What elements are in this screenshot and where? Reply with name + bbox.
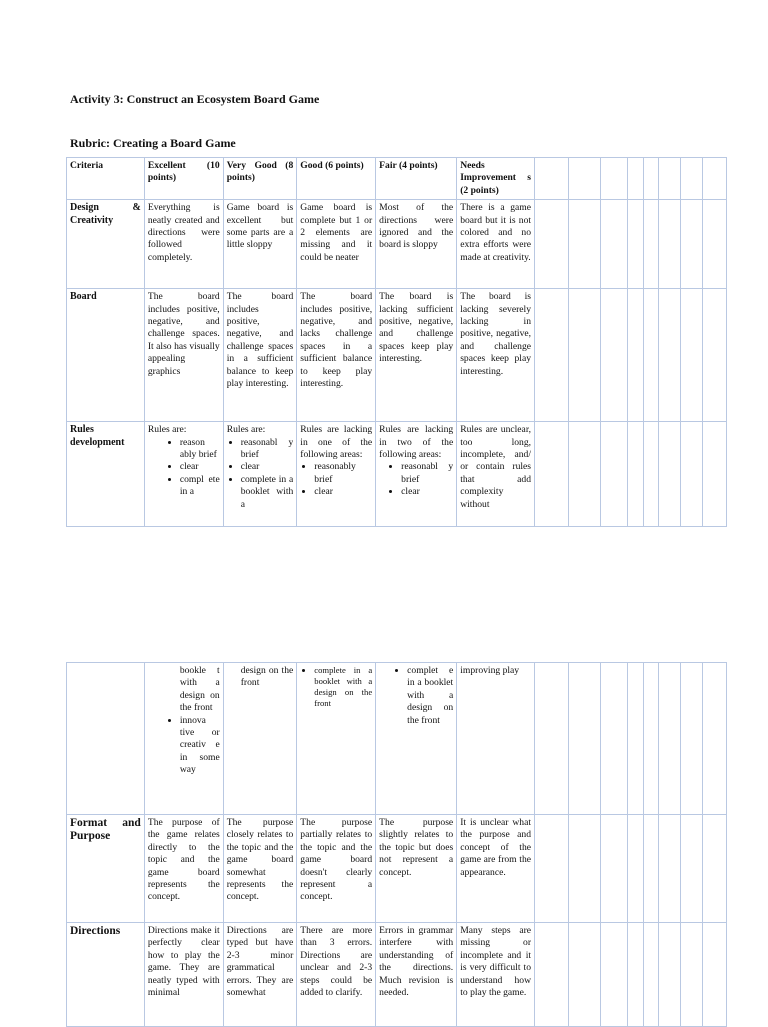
blank-cell (681, 923, 703, 1027)
rules-cont-excellent-lead: bookle t with a design on the front (179, 665, 220, 714)
rules-cont-fair-list (379, 665, 453, 727)
blank-cell (658, 663, 680, 815)
blank-cell (535, 663, 569, 815)
blank-cell (703, 158, 727, 200)
design-needs-text: There is a game board but it is not colored and no extra efforts were made at creativity. (460, 202, 532, 263)
blank-cell (643, 815, 658, 923)
rules-very-good-list (227, 437, 294, 511)
rules-very-good-intro: Rules are: (226, 424, 266, 436)
list-item: • compl ete in a (180, 474, 220, 499)
blank-cell (535, 923, 569, 1027)
board-excellent: The board includes positive, negative, and challenge spaces. It also has visually appealing graphics (144, 289, 223, 422)
board-good-text: The board includes positive, negative, and lacks challenge spaces in a sufficient balance to keep play interesting. (300, 291, 373, 390)
blank-cell (601, 815, 628, 923)
blank-cell (601, 923, 628, 1027)
blank-cell (703, 815, 727, 923)
design-needs (457, 200, 535, 289)
blank-cell (643, 289, 658, 422)
list-item: • innova tive or creativ e in some way (180, 715, 220, 777)
criteria-design-creativity: Design & Creativity (67, 200, 145, 289)
directions-fair: Errors in grammar interfere with understanding of the directions. Much revision is needed. (376, 923, 457, 1027)
blank-cell (658, 158, 680, 200)
activity-title: Activity 3: Construct an Ecosystem Board Game (70, 92, 320, 106)
board-good (297, 289, 376, 422)
criteria-blank (67, 663, 145, 815)
blank-cell (703, 663, 727, 815)
board-fair: The board is lacking sufficient positive, negative, and challenge spaces keep play interesting. (376, 289, 457, 422)
rules-good (297, 422, 376, 527)
criteria-board: Board (67, 289, 145, 422)
directions-needs: Many steps are missing or incomplete and it is very difficult to understand how to play the game. (457, 923, 535, 1027)
blank-cell (535, 815, 569, 923)
blank-cell (658, 289, 680, 422)
blank-cell (569, 923, 601, 1027)
board-very-good: The board includes positive, negative, and challenge spaces in a sufficient balance to keep play interesting. (223, 289, 297, 422)
rules-fair-intro: Rules are lacking in two of the following areas: (379, 424, 454, 461)
board-needs: The board is lacking severely lacking in positive, negative, and challenge spaces keep play interesting. (457, 289, 535, 422)
blank-cell (601, 200, 628, 289)
criteria-directions: Directions (67, 923, 145, 1027)
blank-cell (703, 422, 727, 527)
rules-very-good (223, 422, 297, 527)
design-very-good: Game board is excellent but some parts are a little sloppy (223, 200, 297, 289)
criteria-format-purpose: Format and Purpose (67, 815, 145, 923)
blank-cell (681, 200, 703, 289)
blank-cell (601, 663, 628, 815)
blank-cell (535, 422, 569, 527)
blank-cell (658, 923, 680, 1027)
blank-cell (569, 663, 601, 815)
list-item: • reasonabl y brief (241, 437, 294, 462)
blank-cell (535, 158, 569, 200)
rules-fair (376, 422, 457, 527)
header-excellent: Excellent (10 points) (144, 158, 223, 200)
blank-cell (569, 158, 601, 200)
blank-cell (627, 158, 643, 200)
row-rules-continued (67, 663, 727, 815)
row-board (67, 289, 727, 422)
directions-good: There are more than 3 errors. Directions are unclear and 2-3 steps could be added to clarify. (297, 923, 376, 1027)
rules-good-intro: Rules are lacking in one of the following areas: (300, 424, 373, 461)
blank-cell (569, 422, 601, 527)
blank-cell (535, 200, 569, 289)
rules-excellent-intro: Rules are: (147, 424, 187, 436)
blank-cell (601, 289, 628, 422)
design-fair: Most of the directions were ignored and the board is sloppy (376, 200, 457, 289)
blank-cell (658, 200, 680, 289)
blank-cell (569, 815, 601, 923)
list-item: • clear (401, 486, 453, 498)
rules-fair-list (379, 461, 453, 498)
rules-needs-text: Rules are unclear, too long, incomplete, and/ or contain rules that add complexity without (460, 424, 532, 510)
rubric-table-page1 (66, 157, 727, 527)
rules-cont-excellent-list (148, 715, 220, 777)
rules-cont-very-good (223, 663, 297, 815)
blank-cell (627, 815, 643, 923)
rubric-table-page2 (66, 662, 727, 1027)
row-rules-development (67, 422, 727, 527)
rules-cont-good (297, 663, 376, 815)
blank-cell (658, 815, 680, 923)
blank-cell (627, 923, 643, 1027)
blank-cell (601, 422, 628, 527)
format-needs: It is unclear what the purpose and concept of the game are from the appearance. (457, 815, 535, 923)
row-design-creativity (67, 200, 727, 289)
blank-cell (643, 200, 658, 289)
list-item: • reason ably brief (180, 437, 220, 462)
rules-cont-good-list (300, 665, 372, 709)
blank-cell (643, 422, 658, 527)
header-needs-improvement: Needs Improvement s (2 points) (457, 158, 535, 200)
header-fair: Fair (4 points) (376, 158, 457, 200)
header-criteria: Criteria (67, 158, 145, 200)
blank-cell (535, 289, 569, 422)
format-excellent: The purpose of the game relates directly to the topic and the game board represents the concept. (144, 815, 223, 923)
blank-cell (627, 422, 643, 527)
rules-excellent (144, 422, 223, 527)
blank-cell (569, 200, 601, 289)
list-item: • complete in a booklet with a design on the front (314, 665, 372, 709)
blank-cell (643, 923, 658, 1027)
blank-cell (627, 200, 643, 289)
rules-cont-excellent (144, 663, 223, 815)
blank-cell (627, 289, 643, 422)
blank-cell (681, 663, 703, 815)
blank-cell (601, 158, 628, 200)
directions-excellent: Directions make it perfectly clear how to play the game. They are neatly typed with minimal (144, 923, 223, 1027)
blank-cell (643, 158, 658, 200)
header-good: Good (6 points) (297, 158, 376, 200)
row-format-purpose (67, 815, 727, 923)
format-good: The purpose partially relates to the topic and the game board doesn't clearly represent a concept. (297, 815, 376, 923)
list-item: • clear (241, 461, 294, 473)
blank-cell (681, 158, 703, 200)
criteria-rules-development: Rules development (67, 422, 145, 527)
directions-very-good: Directions are typed but have 2-3 minor grammatical errors. They are somewhat (223, 923, 297, 1027)
rules-good-list (300, 461, 372, 498)
list-item: • reasonably brief (314, 461, 372, 486)
blank-cell (703, 200, 727, 289)
list-item: • reasonabl y brief (401, 461, 453, 486)
header-very-good: Very Good (8 points) (223, 158, 297, 200)
rules-cont-very-good-text: design on the front (240, 665, 294, 689)
header-row (67, 158, 727, 200)
blank-cell (681, 289, 703, 422)
rules-cont-needs: improving play (457, 663, 535, 815)
blank-cell (569, 289, 601, 422)
list-item: • clear (314, 486, 372, 498)
blank-cell (658, 422, 680, 527)
list-item: • complete in a booklet with a (241, 474, 294, 511)
format-fair: The purpose slightly relates to the topic but does not represent a concept. (376, 815, 457, 923)
row-directions (67, 923, 727, 1027)
design-excellent: Everything is neatly created and directions were followed completely. (144, 200, 223, 289)
design-good: Game board is complete but 1 or 2 elements are missing and it could be neater (297, 200, 376, 289)
list-item: • clear (180, 461, 220, 473)
blank-cell (703, 923, 727, 1027)
blank-cell (703, 289, 727, 422)
rules-excellent-list (148, 437, 220, 499)
rubric-title: Rubric: Creating a Board Game (70, 136, 236, 150)
rules-cont-fair (376, 663, 457, 815)
list-item: • complet e in a booklet with a design on the front (407, 665, 453, 727)
rules-needs (457, 422, 535, 527)
blank-cell (681, 815, 703, 923)
blank-cell (681, 422, 703, 527)
format-very-good: The purpose closely relates to the topic and the game board somewhat represents the concept. (223, 815, 297, 923)
blank-cell (643, 663, 658, 815)
blank-cell (627, 663, 643, 815)
